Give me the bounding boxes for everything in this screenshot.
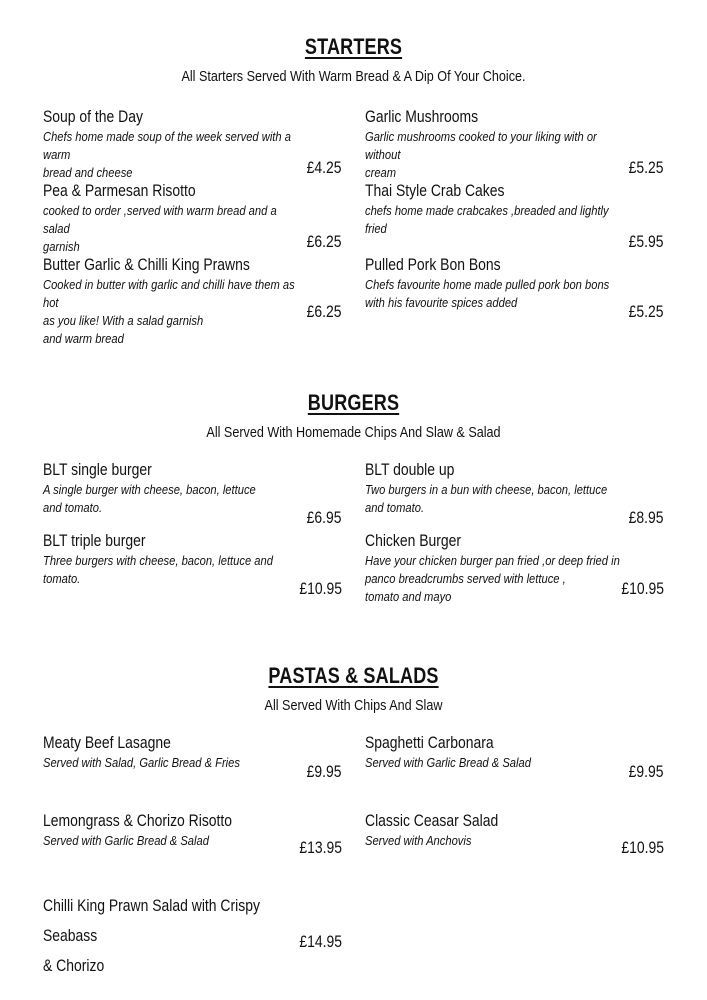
item-price: £6.95 (307, 508, 342, 527)
menu-item (43, 106, 343, 182)
item-price: £6.25 (307, 232, 342, 251)
item-description: Cooked in butter with garlic and chilli have them as hot as you like! With a salad garnish and warm bread (43, 277, 295, 346)
item-price: £5.95 (629, 232, 664, 251)
menu-item (43, 732, 343, 772)
section-subtitle-burgers: All Served With Homemade Chips And Slaw & Salad (206, 424, 501, 441)
menu-item (43, 530, 343, 588)
item-price: £4.25 (307, 158, 342, 177)
section-title-starters: STARTERS (304, 34, 403, 59)
item-name: Thai Style Crab Cakes (365, 181, 505, 200)
menu-item (43, 459, 343, 517)
item-price: £9.95 (629, 762, 664, 781)
item-description: Have your chicken burger pan fried ,or deep fried in panco breadcrumbs served with lettuce , tomato and mayo (365, 553, 620, 604)
item-price: £14.95 (299, 932, 342, 951)
item-price: £9.95 (307, 762, 342, 781)
item-name: Pulled Pork Bon Bons (365, 255, 501, 274)
section-title-pastas-salads: PASTAS & SALADS (268, 663, 439, 688)
item-name: Classic Ceasar Salad (365, 811, 499, 830)
menu-item (365, 180, 675, 238)
item-description: Served with Garlic Bread & Salad (43, 833, 209, 848)
item-price: £10.95 (621, 838, 664, 857)
item-price: £5.25 (629, 302, 664, 321)
item-price: £8.95 (629, 508, 664, 527)
section-subtitle-starters: All Starters Served With Warm Bread & A Dip Of Your Choice. (181, 68, 526, 85)
item-price: £13.95 (299, 838, 342, 857)
item-name: Garlic Mushrooms (365, 107, 479, 126)
section-title-burgers: BURGERS (307, 390, 400, 415)
item-description: Chefs favourite home made pulled pork bon bons with his favourite spices added (365, 277, 610, 310)
item-price: £10.95 (621, 579, 664, 598)
menu-item (43, 180, 343, 256)
item-description: Three burgers with cheese, bacon, lettuce and tomato. (43, 553, 273, 586)
item-name: BLT single burger (43, 460, 152, 479)
item-price: £5.25 (629, 158, 664, 177)
item-name: BLT triple burger (43, 531, 146, 550)
item-price: £6.25 (307, 302, 342, 321)
menu-item (43, 254, 343, 348)
item-description: Served with Garlic Bread & Salad (365, 755, 531, 770)
item-description: chefs home made crabcakes ,breaded and lightly fried (365, 203, 609, 236)
item-name: Spaghetti Carbonara (365, 733, 494, 752)
item-name: Chilli King Prawn Salad with Crispy Seabass & Chorizo (43, 896, 260, 975)
item-description: Garlic mushrooms cooked to your liking with or without cream (365, 129, 597, 180)
item-name: Pea & Parmesan Risotto (43, 181, 196, 200)
item-name: BLT double up (365, 460, 455, 479)
item-name: Lemongrass & Chorizo Risotto (43, 811, 233, 830)
item-description: Served with Anchovis (365, 833, 472, 848)
item-description: cooked to order ,served with warm bread and a salad garnish (43, 203, 277, 254)
item-price: £10.95 (299, 579, 342, 598)
menu-item (43, 810, 343, 850)
item-description: Two burgers in a bun with cheese, bacon, lettuce and tomato. (365, 482, 608, 515)
item-description: A single burger with cheese, bacon, lettuce and tomato. (43, 482, 256, 515)
item-name: Butter Garlic & Chilli King Prawns (43, 255, 250, 274)
item-name: Soup of the Day (43, 107, 143, 126)
item-description: Served with Salad, Garlic Bread & Fries (43, 755, 240, 770)
section-subtitle-pastas-salads: All Served With Chips And Slaw (264, 697, 443, 714)
item-name: Meaty Beef Lasagne (43, 733, 171, 752)
item-name: Chicken Burger (365, 531, 462, 550)
item-description: Chefs home made soup of the week served with a warm bread and cheese (43, 129, 291, 180)
